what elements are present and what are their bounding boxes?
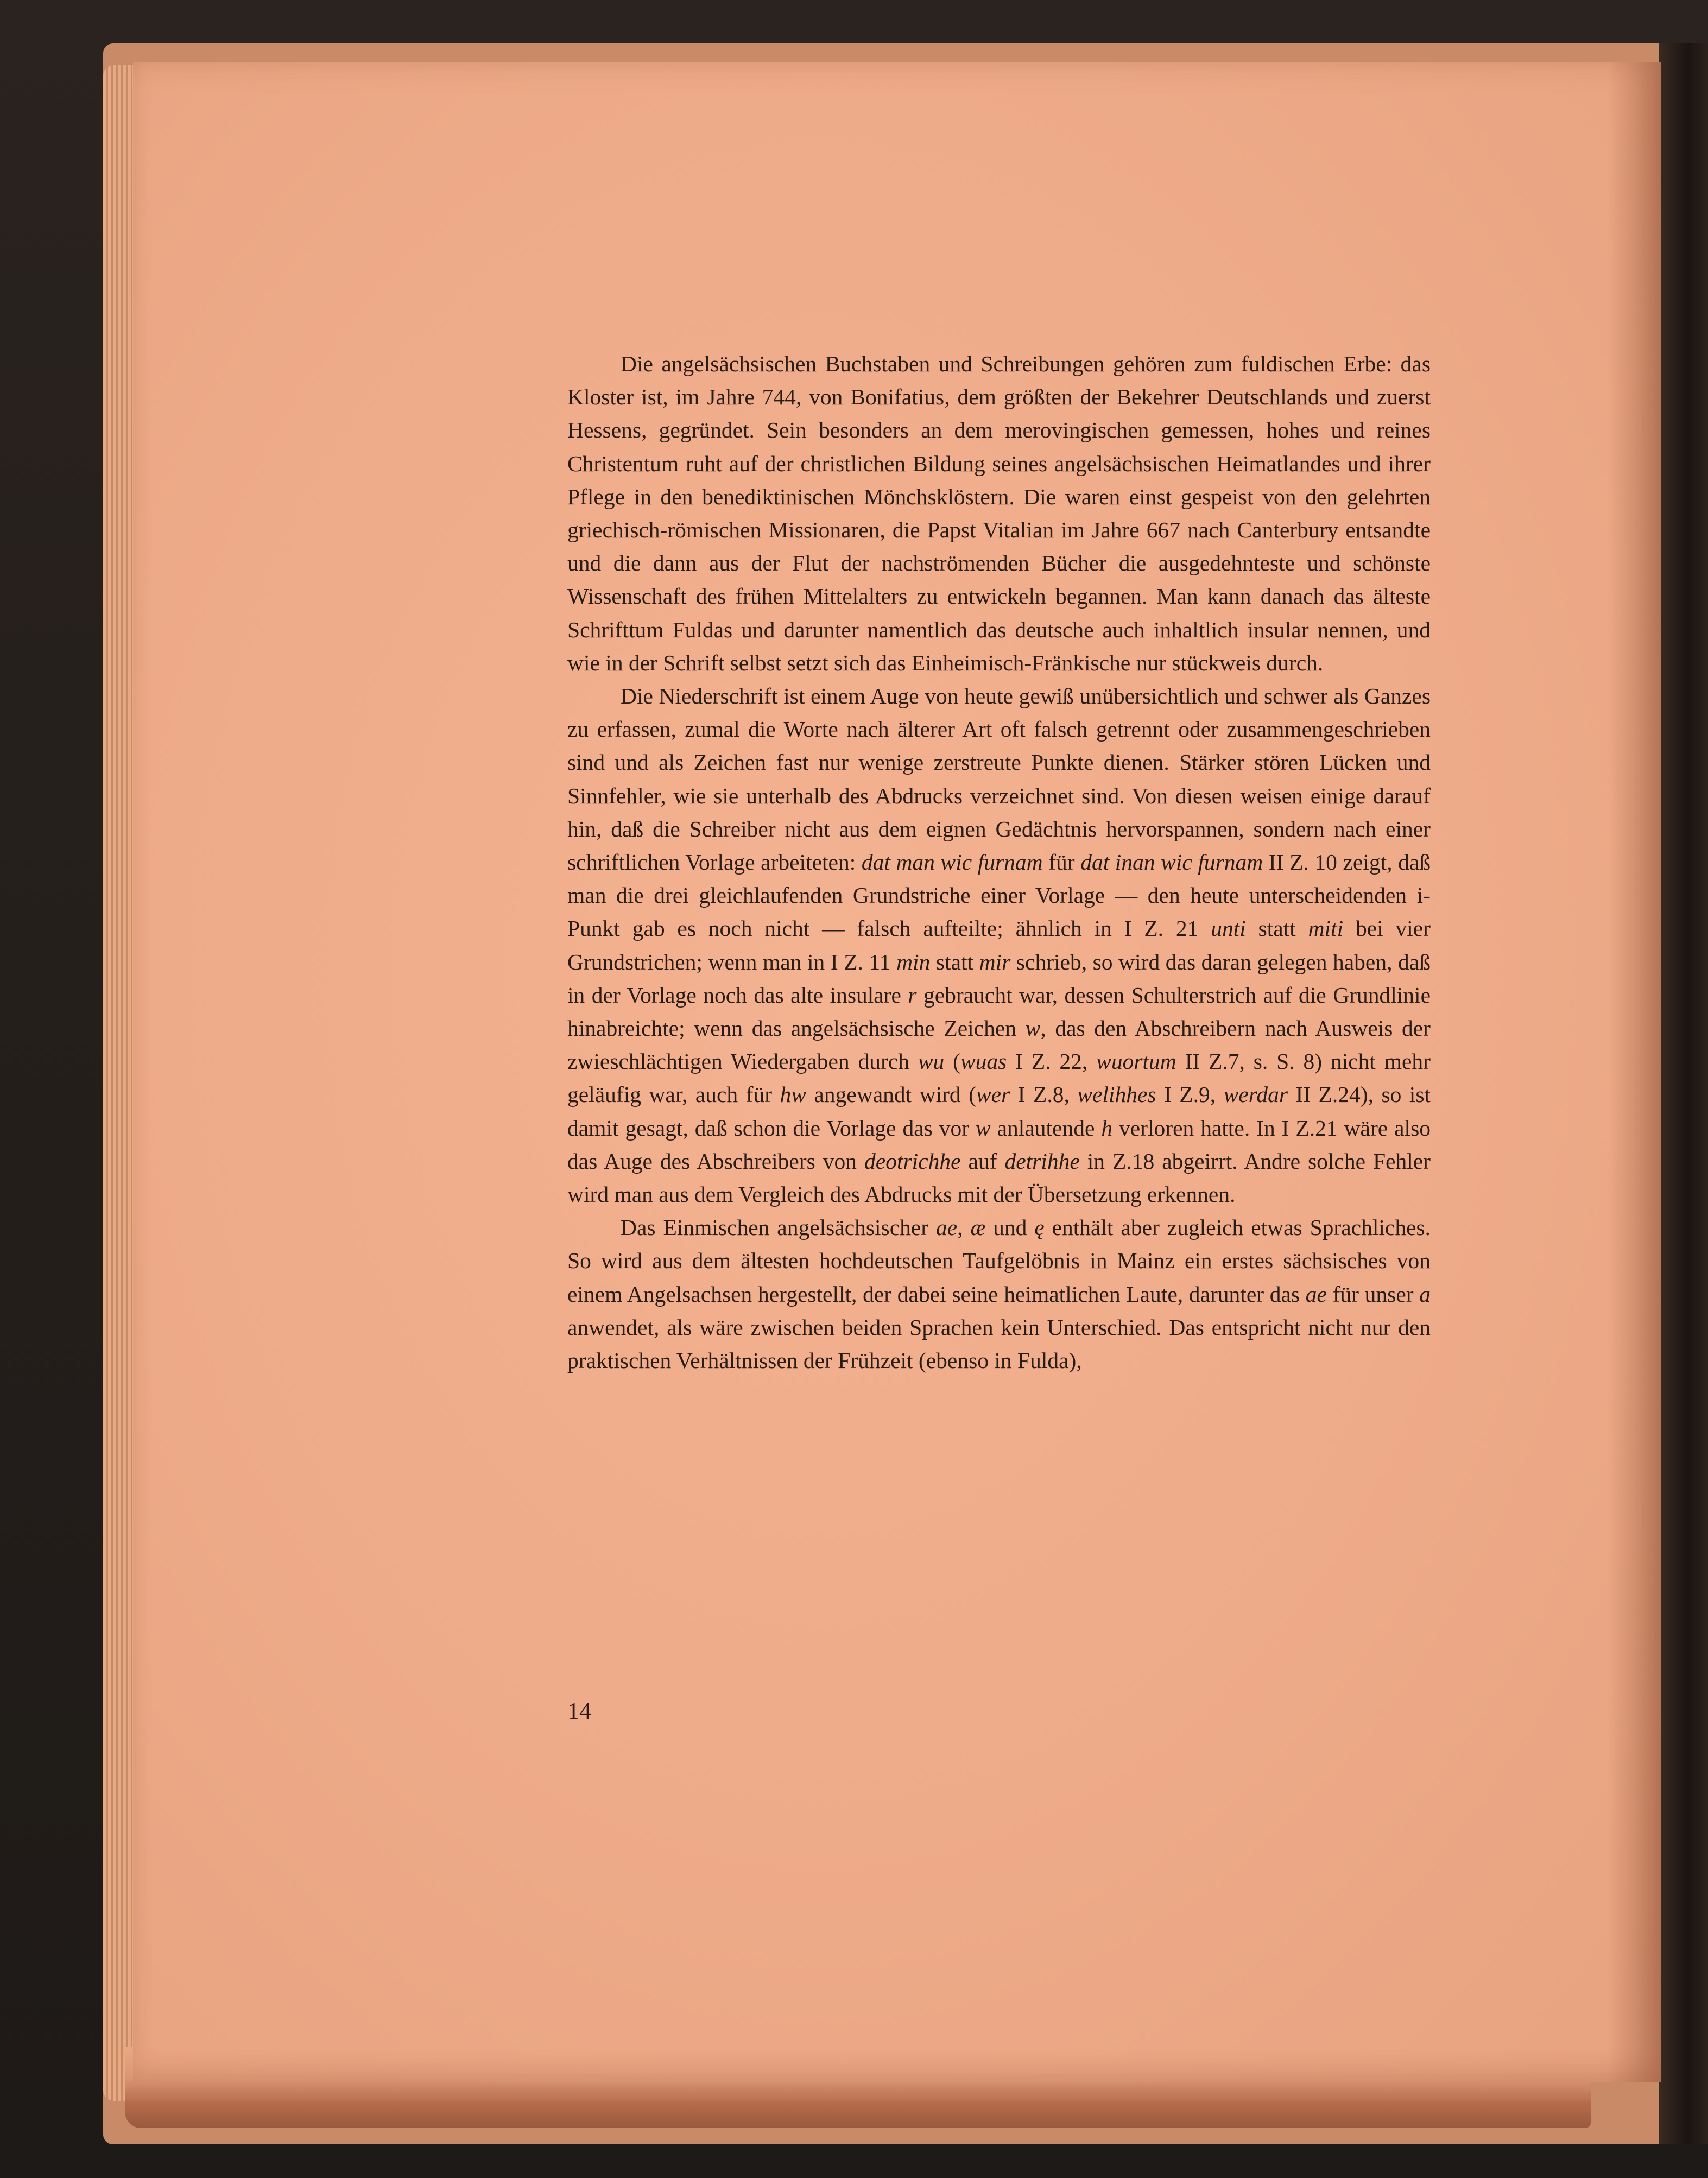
text-run: in Z.18 abgeirrt. Andre solche Fehler wird man aus dem Vergleich des Abdrucks mit der Übersetzung erkennen. xyxy=(567,1148,1431,1207)
text-run: ( xyxy=(944,1049,960,1074)
italic-term: a xyxy=(1419,1281,1431,1307)
italic-term: min xyxy=(896,949,931,974)
text-run: , das den Abschreibern nach Ausweis der zwieschlächtigen Wiedergaben durch xyxy=(567,1016,1431,1074)
text-run: bei vier Grundstrichen; wenn man in I Z. 11 xyxy=(567,916,1431,974)
text-run: auf xyxy=(960,1148,1005,1174)
paragraph-1 xyxy=(567,347,1431,680)
text-run: statt xyxy=(930,949,979,974)
body-text xyxy=(567,347,1431,1377)
italic-term: miti xyxy=(1308,916,1344,941)
italic-term: dat man wic furnam xyxy=(861,850,1043,875)
text-run: I Z.9, xyxy=(1156,1082,1224,1107)
text-run: Die Niederschrift ist einem Auge von heute gewiß unübersichtlich und schwer als Ganzes zu erfassen, zumal die Worte nach älterer Art oft falsch getrennt oder zusammengeschrieben sind und als Zeichen fast nur wenige zerstreute Punkte dienen. Stärker stören Lücken und Sinnfehler, wie sie unterhalb des Abdrucks verzeichnet sind. Von diesen weisen einige darauf hin, daß die Schreiber nicht aus dem eignen Gedächtnis hervorspannen, sondern nach einer schriftlichen Vorlage arbeiteten: xyxy=(567,683,1431,875)
italic-term: welihhes xyxy=(1077,1082,1156,1107)
text-run: schrieb, so wird das daran gelegen haben, daß in der Vorlage noch das alte insulare xyxy=(567,949,1431,1008)
text-run: gebraucht war, dessen Schulterstrich auf die Grundlinie hinabreichte; wenn das angelsächsische Zeichen xyxy=(567,982,1431,1041)
text-run: für unser xyxy=(1326,1281,1420,1307)
italic-term: mir xyxy=(979,949,1011,974)
italic-term: r xyxy=(908,982,917,1008)
text-run: II Z.24), so ist damit gesagt, daß schon die Vorlage das vor xyxy=(567,1082,1431,1141)
italic-term: ae xyxy=(1305,1281,1327,1307)
italic-term: ę xyxy=(1034,1215,1045,1240)
text-run: und xyxy=(985,1215,1035,1240)
text-run: statt xyxy=(1245,916,1308,941)
italic-term: wuortum xyxy=(1096,1049,1176,1074)
text-run: Die angelsächsischen Buchstaben und Schreibungen gehören zum fuldischen Erbe: das Kloster ist, im Jahre 744, von Bonifatius, dem größten der Bekehrer Deutschlands und zuerst Hessens, gegründet. Sein besonders an dem merovingischen gemessen, hohes und reines Christentum ruht auf der christlichen Bildung seines angelsächsischen Heimatlandes und ihrer Pflege in den benediktinischen Mönchsklöstern. Die waren einst gespeist von den gelehrten griechisch-römischen Missionaren, die Papst Vitalian im Jahre 667 nach Canterbury entsandte und die dann aus der Flut der nachströmenden Bücher die ausgedehnteste und schönste Wissenschaft des frühen Mittelalters zu entwickeln begannen. Man kann danach das älteste Schrifttum Fuldas und darunter namentlich das deutsche auch inhaltlich insular nennen, und wie in der Schrift selbst setzt sich das Einheimisch-Fränkische nur stückweis durch. xyxy=(567,351,1431,675)
paragraph-3 xyxy=(567,1211,1431,1377)
italic-term: æ xyxy=(970,1215,986,1240)
text-run: anlautende xyxy=(990,1115,1102,1141)
italic-term: wer xyxy=(976,1082,1010,1107)
book-spine xyxy=(1659,43,1708,2144)
text-run: I Z. 22, xyxy=(1007,1049,1097,1074)
text-run: II Z. 10 zeigt, daß man die drei gleichlaufenden Grundstriche einer Vorlage — den heute unterscheidenden i-Punkt gab es noch nicht — falsch aufteilte; ähnlich in I Z. 21 xyxy=(567,850,1431,941)
text-run: Das Einmischen angelsächsischer xyxy=(621,1215,937,1240)
italic-term: w xyxy=(1025,1016,1041,1041)
text-run: anwendet, als wäre zwischen beiden Sprachen kein Unterschied. Das entspricht nicht nur den praktischen Verhältnissen der Frühzeit (ebenso in Fulda), xyxy=(567,1314,1431,1373)
italic-term: wu xyxy=(918,1049,945,1074)
text-run: II Z.7, s. S. 8) nicht mehr geläufig war, auch für xyxy=(567,1049,1431,1107)
italic-term: deotrichhe xyxy=(864,1148,961,1174)
text-run: verloren hatte. In I Z.21 wäre also das Auge des Abschreibers von xyxy=(567,1115,1431,1174)
paragraph-2 xyxy=(567,680,1431,1211)
text-run: für xyxy=(1042,850,1081,875)
italic-term: h xyxy=(1101,1115,1113,1141)
italic-term: hw xyxy=(780,1082,806,1107)
italic-term: werdar xyxy=(1223,1082,1288,1107)
italic-term: detrihhe xyxy=(1004,1148,1080,1174)
text-run: I Z.8, xyxy=(1010,1082,1078,1107)
text-run: , xyxy=(957,1215,971,1240)
page-number: 14 xyxy=(567,1698,591,1724)
italic-term: wuas xyxy=(960,1049,1007,1074)
text-run: enthält aber zugleich etwas Sprachliches. So wird aus dem ältesten hochdeutschen Taufgelöbnis in Mainz ein erstes sächsisches von einem Angelsachsen hergestellt, der dabei seine heimatlichen Laute, darunter das xyxy=(567,1215,1431,1307)
italic-term: ae xyxy=(936,1215,958,1240)
text-run: angewandt wird ( xyxy=(806,1082,976,1107)
italic-term: dat inan wic furnam xyxy=(1080,850,1263,875)
page-gutter-shadow xyxy=(1607,62,1661,2082)
italic-term: w xyxy=(976,1115,991,1141)
italic-term: unti xyxy=(1211,916,1246,941)
